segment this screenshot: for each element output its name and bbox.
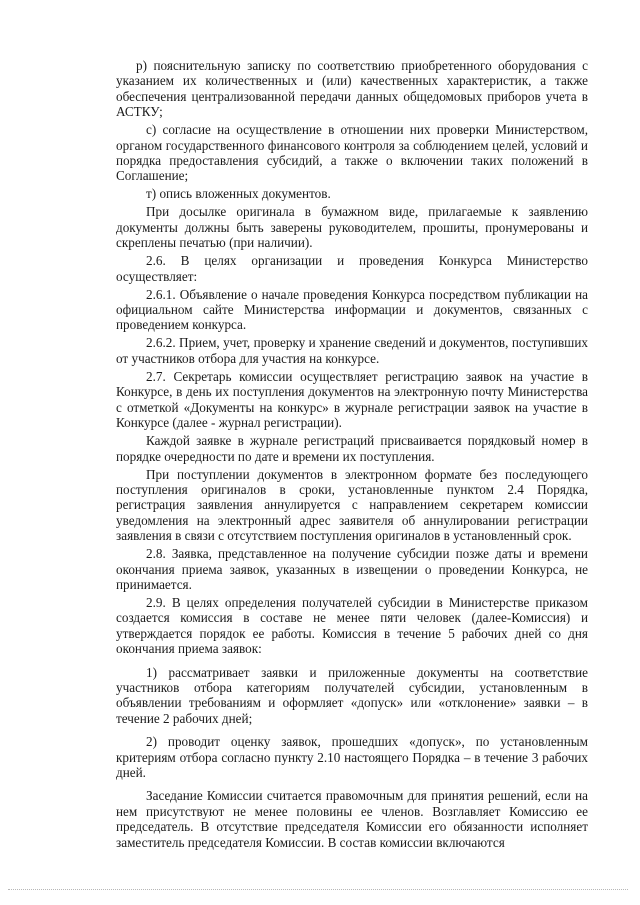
paragraph-s: с) согласие на осуществление в отношении них проверки Министерством, органом государственного финансового контроля за соблюдением целей, условий и порядка предоставления субсидий, а также о включении таких положений в Соглашение; (116, 122, 588, 184)
paragraph-electronic-format: При поступлении документов в электронном формате без последующего поступления оригиналов в сроки, установленные пунктом 2.4 Порядка, регистрация заявления аннулируется с направлением секретарем комиссии уведомления на электронный адрес заявителя об аннулировании регистрации заявления в связи с отсутствием поступления оригиналов в установленный срок. (116, 466, 588, 544)
scan-footer-marks (8, 889, 628, 892)
paragraph-item-2: 2) проводит оценку заявок, прошедших «допуск», по установленным критериям отбора согласно пункту 2.10 настоящего Порядка – в течение 3 рабочих дней. (116, 734, 588, 780)
paragraph-registration-number: Каждой заявке в журнале регистраций присваивается порядковый номер в порядке очередности по дате и времени их поступления. (116, 433, 588, 464)
document-page (116, 58, 588, 853)
paragraph-2-6: 2.6. В целях организации и проведения Конкурса Министерство осуществляет: (116, 253, 588, 284)
paragraph-2-7: 2.7. Секретарь комиссии осуществляет регистрацию заявок на участие в Конкурсе, в день их поступления документов на электронную почту Министерства с отметкой «Документы на конкурс» в журнале регистрации заявок на участие в Конкурсе (далее - журнал регистрации). (116, 368, 588, 431)
paragraph-2-9: 2.9. В целях определения получателей субсидии в Министерстве приказом создается комиссия в составе не менее пяти человек (далее-Комиссия) и утверждается порядок ее работы. Комиссия в течение 5 рабочих дней со дня окончания приема заявок: (116, 594, 588, 657)
paragraph-2-6-2: 2.6.2. Прием, учет, проверку и хранение сведений и документов, поступивших от участников отбора для участия на конкурсе. (116, 335, 588, 366)
paragraph-original-submission: При досылке оригинала в бумажном виде, прилагаемые к заявлению документы должны быть заверены руководителем, прошиты, пронумерованы и скреплены печатью (при наличии). (116, 204, 588, 251)
paragraph-t: т) опись вложенных документов. (146, 186, 331, 202)
paragraph-2-6-1: 2.6.1. Объявление о начале проведения Конкурса посредством публикации на официальном сайте Министерства информации и документов, связанных с проведением конкурса. (116, 286, 588, 333)
paragraph-item-1: 1) рассматривает заявки и приложенные документы на соответствие участников отбора категориям получателей субсидии, установленным в объявлении требованиям и оформляет «допуск» или «отклонение» заявки – в течение 2 рабочих дней; (116, 664, 588, 726)
paragraph-2-8: 2.8. Заявка, представленное на получение субсидии позже даты и времени окончания приема заявок, указанных в извещении о проведении Конкурса, не принимается. (116, 546, 588, 592)
paragraph-r: р) пояснительную записку по соответствию приобретенного оборудования с указанием их количественных и (или) качественных характеристик, а также обеспечения централизованной передачи данных общедомовых приборов учета в АСТКУ; (116, 58, 588, 120)
paragraph-commission-meeting: Заседание Комиссии считается правомочным для принятия решений, если на нем присутствуют не менее половины ее членов. Возглавляет Комиссию ее председатель. В отсутствие председателя Комиссии его обязанности исполняет заместитель председателя Комиссии. В состав комиссии включаются (116, 788, 588, 850)
